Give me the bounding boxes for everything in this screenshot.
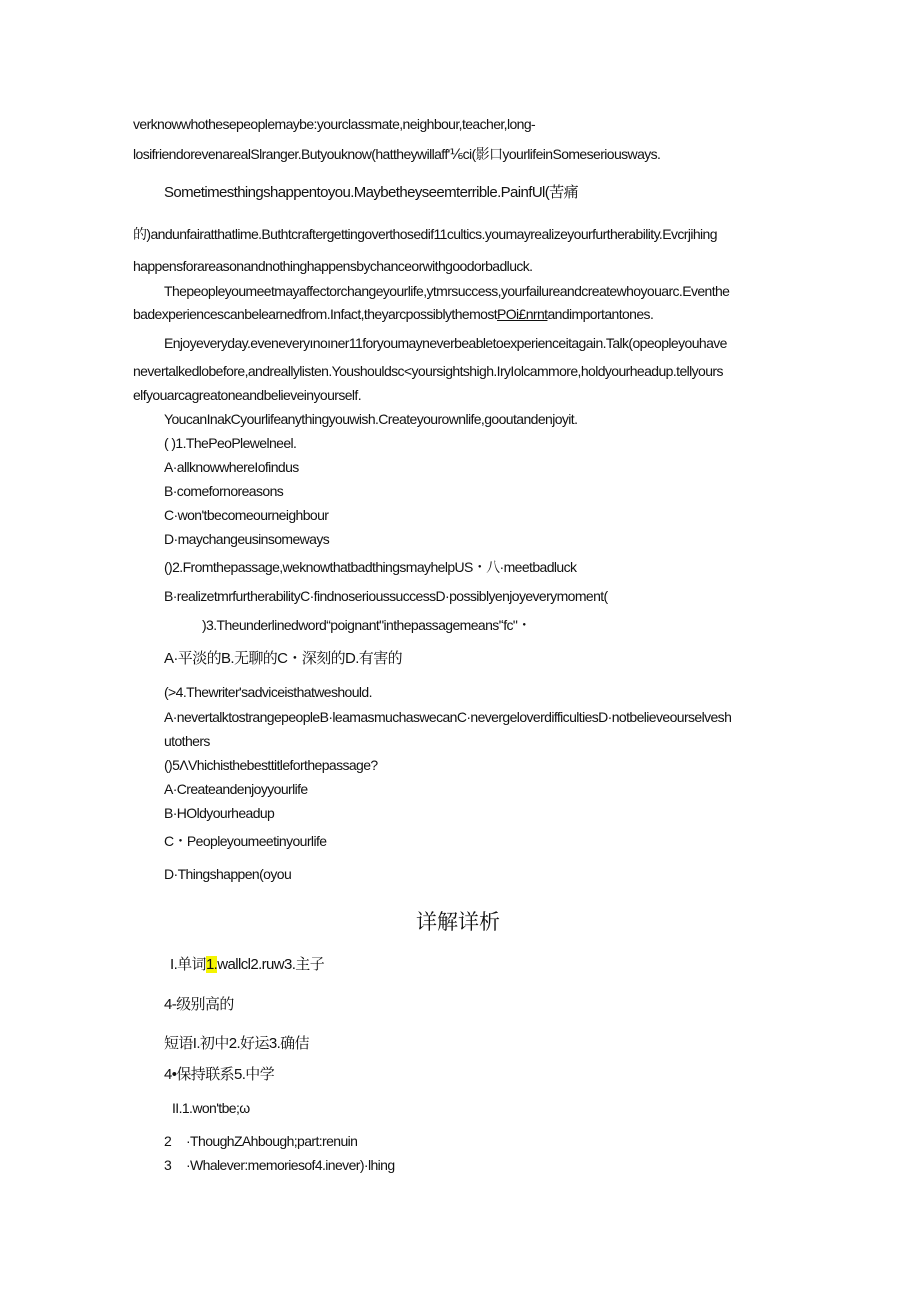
passage-line: nevertalkedlobefore,andreallylisten.Youshouldsc<yoursightshigh.IryIolcammore,holdyourheadup.tellyours (133, 363, 723, 379)
passage-line: losifriendorevenarealSlranger.Butyouknow(hattheywillaff'⅙ci(影口yourlifeinSomeseriousways. (133, 146, 661, 162)
question-option: D·Thingshappen(oyou (164, 866, 292, 882)
answers-title: 详解详析 (416, 911, 500, 934)
underlined-word: POi£nrnt (497, 306, 548, 322)
question-option: utothers (164, 733, 210, 749)
passage-text: andimportantones. (547, 306, 654, 322)
answer-line: 4•保持联系5.中学 (164, 1066, 275, 1083)
passage-line: verknowwhothesepeoplemaybe:yourclassmate,neighbour,teacher,long- (133, 116, 536, 132)
question-option: B·HOldyourheadup (164, 805, 275, 821)
passage-line: elfyouarcagreatoneandbelieveinyourself. (133, 387, 361, 403)
question-option: B·realizetmrfurtherabilityC·findnoserioussuccessD·possiblyenjoyeverymoment( (164, 588, 608, 604)
answer-number: 2 (164, 1133, 172, 1149)
passage-line: 的)andunfairatthatlime.Buthtcraftergettingoverthosedif11cultics.youmayrealizeyourfurtherability.Evcrjihing (133, 226, 717, 242)
question-stem: ()5ΛVhichisthebesttitleforthepassage? (164, 757, 378, 773)
question-option: C・Peopleyoumeetinyourlife (164, 833, 327, 849)
question-stem: )3.Theunderlinedword“poignant"inthepassagemeans'ʻfc"・ (202, 617, 531, 633)
question-option: A·nevertalktostrangepeopleB·leamasmuchaswecanC·nevergeloverdifficultiesD·notbelieveourselvesh (164, 709, 732, 725)
answer-number: 3 (164, 1157, 172, 1173)
answer-line (170, 956, 324, 974)
passage-line: YoucanInakCyourlifeanythingyouwish.Createyourownlife,gooutandenjoyit. (164, 411, 578, 427)
question-option: C·won'tbecomeourneighbour (164, 507, 329, 523)
question-option: A·Createandenjoyyourlife (164, 781, 308, 797)
answer-line: ·ThoughZAhbough;part:renuin (186, 1133, 358, 1149)
passage-line: Sometimesthingshappentoyou.Maybetheyseemterrible.PainfUl(苦痛 (164, 184, 578, 201)
answer-line: ·Whalever:memoriesof4.inever)·lhing (186, 1157, 395, 1173)
highlighted-text: 1. (205, 956, 218, 973)
passage-line: Thepeopleyoumeetmayaffectorchangeyourlife,ytmrsuccess,yourfailureandcreatewhoyouarc.Eventhe (164, 283, 730, 299)
answer-line: 短语I.初中2.好运3.确佶 (164, 1035, 309, 1052)
question-stem: ( )1.ThePeoPlewelneel. (164, 435, 297, 451)
question-stem: ()2.Fromthepassage,weknowthatbadthingsmayhelpUS・八·meetbadluck (164, 559, 577, 575)
answer-text: wallcl2.ruw3.主子 (217, 956, 325, 973)
question-option: B·comefornoreasons (164, 483, 284, 499)
question-option: A·allknowwhereIofindus (164, 459, 299, 475)
passage-line: happensforareasonandnothinghappensbychanceorwithgoodorbadluck. (133, 258, 533, 274)
question-option: A·平淡的B.无聊的C・深刻的D.有害的 (164, 650, 403, 667)
question-option: D·maychangeusinsomeways (164, 531, 330, 547)
passage-line: Enjoyeveryday.eveneveryınoıner11foryoumayneverbeabletoexperienceitagain.Talk(opeopleyouhave (164, 335, 727, 351)
question-stem: (>4.Thewriter'sadviceisthatweshould. (164, 684, 372, 700)
answer-line: 4-级别高的 (164, 996, 234, 1013)
answer-text: I.单词 (170, 956, 206, 973)
passage-text: badexperiencescanbelearnedfrom.Infact,theyarcpossiblythemost (133, 306, 498, 322)
passage-line (133, 305, 653, 323)
answer-line: II.1.won'tbe;ω (172, 1100, 250, 1116)
